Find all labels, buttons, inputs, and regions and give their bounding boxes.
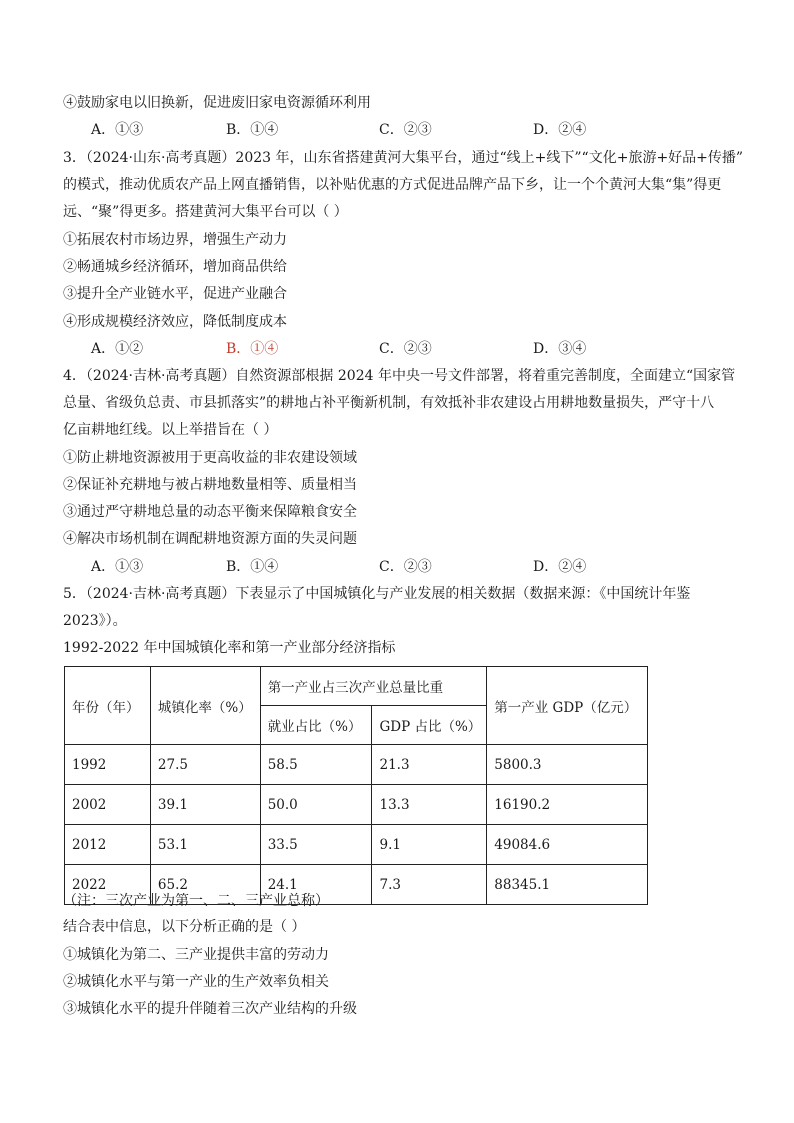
q3-item-1: ①拓展农村市场边界，增强生产动力 xyxy=(63,232,287,248)
q5-item-2: ②城镇化水平与第一产业的生产效率负相关 xyxy=(63,974,329,990)
col-header-primary-share: 第一产业占三次产业总量比重 xyxy=(260,667,487,706)
q5-stem-line-2: 2023》）。 xyxy=(63,613,127,629)
q3-item-4: ④形成规模经济效应，降低制度成本 xyxy=(63,314,287,330)
cell-employment: 24.1 xyxy=(260,865,372,905)
cell-year: 2002 xyxy=(65,785,151,825)
q4-choice-b: B．①④ xyxy=(226,559,279,575)
table-row xyxy=(65,825,648,865)
q4-choice-c: C．②③ xyxy=(379,559,432,575)
cell-urbanization: 39.1 xyxy=(150,785,260,825)
q4-stem-line-3: 亿亩耕地红线。以上举措旨在（ ） xyxy=(63,422,278,438)
q2-option-4: ④鼓励家电以旧换新，促进废旧家电资源循环利用 xyxy=(63,95,371,111)
table-row xyxy=(65,745,648,785)
q4-item-3: ③通过严守耕地总量的动态平衡来保障粮食安全 xyxy=(63,504,357,520)
q5-item-3: ③城镇化水平的提升伴随着三次产业结构的升级 xyxy=(63,1001,357,1017)
cell-year: 2012 xyxy=(65,825,151,865)
col-header-year: 年份（年） xyxy=(65,667,151,745)
q3-stem-line-2: 的模式，推动优质农产品上网直播销售，以补贴优惠的方式促进品牌产品下乡，让一个个黄河大集“集”得更 xyxy=(63,177,722,193)
cell-urbanization: 65.2 xyxy=(150,865,260,905)
cell-employment: 58.5 xyxy=(260,745,372,785)
q2-choice-a: A．①③ xyxy=(91,122,144,138)
cell-employment: 33.5 xyxy=(260,825,372,865)
col-header-primary-gdp: 第一产业 GDP（亿元） xyxy=(487,667,648,745)
cell-primary-gdp: 16190.2 xyxy=(487,785,648,825)
cell-gdp-share: 13.3 xyxy=(372,785,487,825)
q4-stem-line-1: 4．（2024·吉林·高考真题）自然资源部根据 2024 年中央一号文件部署，将着重完善制度，全面建立“国家管 xyxy=(63,368,736,384)
table-row xyxy=(65,785,648,825)
q4-choice-d: D．②④ xyxy=(533,559,587,575)
cell-year: 2022 xyxy=(65,865,151,905)
q2-choice-b: B．①④ xyxy=(226,122,279,138)
q5-table-title: 1992-2022 年中国城镇化率和第一产业部分经济指标 xyxy=(63,640,396,656)
q2-choice-d: D．②④ xyxy=(533,122,587,138)
cell-employment: 50.0 xyxy=(260,785,372,825)
q5-question: 结合表中信息，以下分析正确的是（ ） xyxy=(63,919,306,935)
q2-choice-c: C．②③ xyxy=(379,122,432,138)
q3-choice-a: A．①② xyxy=(91,341,144,357)
cell-gdp-share: 9.1 xyxy=(372,825,487,865)
q4-item-4: ④解决市场机制在调配耕地资源方面的失灵问题 xyxy=(63,531,357,547)
col-header-urbanization: 城镇化率（%） xyxy=(150,667,260,745)
col-header-employment: 就业占比（%） xyxy=(260,706,372,745)
cell-gdp-share: 21.3 xyxy=(372,745,487,785)
cell-urbanization: 27.5 xyxy=(150,745,260,785)
q4-item-2: ②保证补充耕地与被占耕地数量相等、质量相当 xyxy=(63,477,357,493)
col-header-gdp-share: GDP 占比（%） xyxy=(372,706,487,745)
cell-gdp-share: 7.3 xyxy=(372,865,487,905)
q3-choice-d: D．③④ xyxy=(533,341,587,357)
q3-item-2: ②畅通城乡经济循环，增加商品供给 xyxy=(63,259,287,275)
cell-year: 1992 xyxy=(65,745,151,785)
q5-item-1: ①城镇化为第二、三产业提供丰富的劳动力 xyxy=(63,947,329,963)
q3-choice-c: C．②③ xyxy=(379,341,432,357)
q4-item-1: ①防止耕地资源被用于更高收益的非农建设领域 xyxy=(63,450,357,466)
q3-choice-b-highlighted: B．①④ xyxy=(226,341,279,357)
cell-primary-gdp: 5800.3 xyxy=(487,745,648,785)
cell-primary-gdp: 49084.6 xyxy=(487,825,648,865)
q4-stem-line-2: 总量、省级负总责、市县抓落实”的耕地占补平衡新机制，有效抵补非农建设占用耕地数量损失，严守十八 xyxy=(63,395,715,411)
cell-primary-gdp: 88345.1 xyxy=(487,865,648,905)
q4-choice-a: A．①③ xyxy=(91,559,144,575)
urbanization-table xyxy=(64,666,648,905)
q3-stem-line-1: 3．（2024·山东·高考真题）2023 年，山东省搭建黄河大集平台，通过“线上+线下”“文化+旅游+好品+传播” xyxy=(63,150,744,166)
q3-stem-line-3: 远、“聚”得更多。搭建黄河大集平台可以（ ） xyxy=(63,204,348,220)
q3-item-3: ③提升全产业链水平，促进产业融合 xyxy=(63,286,287,302)
q5-table-note: （注：三次产业为第一、二、三产业总称） xyxy=(63,893,329,909)
cell-urbanization: 53.1 xyxy=(150,825,260,865)
q5-stem-line-1: 5．（2024·吉林·高考真题）下表显示了中国城镇化与产业发展的相关数据（数据来源：《中国统计年鉴 xyxy=(63,586,691,602)
